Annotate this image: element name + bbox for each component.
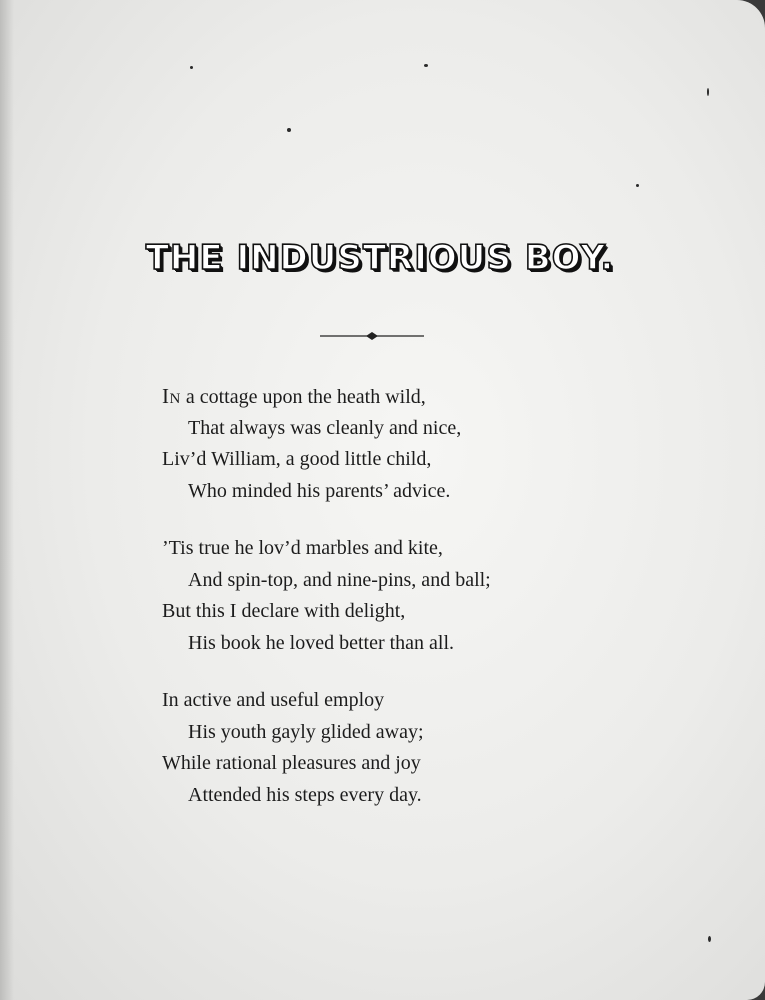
ink-speck <box>287 128 291 132</box>
poem <box>162 381 622 837</box>
poem-line: But this I declare with delight, <box>162 600 406 622</box>
ink-speck <box>190 66 193 69</box>
page-spine-shadow <box>0 0 14 1000</box>
stanza <box>162 533 622 659</box>
poem-line <box>162 381 622 413</box>
divider-ornament <box>320 329 424 343</box>
poem-line: His youth gayly glided away; <box>188 720 424 743</box>
poem-line: His book he loved better than all. <box>188 631 455 654</box>
poem-line: ’Tis true he lov’d marbles and kite, <box>162 537 443 559</box>
poem-line: Who minded his parents’ advice. <box>188 479 451 502</box>
page-title: THE INDUSTRIOUS BOY. <box>145 238 615 278</box>
poem-line: Liv’d William, a good little child, <box>162 448 432 470</box>
poem-line: That always was cleanly and nice, <box>188 416 462 439</box>
poem-line: In active and useful employ <box>162 689 385 711</box>
poem-line: Attended his steps every day. <box>188 783 422 806</box>
poem-line-text: a cottage upon the heath wild, <box>180 386 426 408</box>
poem-line: While rational pleasures and joy <box>162 752 421 774</box>
stanza <box>162 381 622 507</box>
ink-speck <box>707 88 709 96</box>
drop-cap: I <box>162 384 170 408</box>
poem-line: And spin-top, and nine-pins, and ball; <box>188 568 491 591</box>
ink-speck <box>636 184 639 187</box>
ink-speck <box>708 936 711 942</box>
stanza <box>162 685 622 811</box>
ink-speck <box>424 64 428 67</box>
small-cap: N <box>169 391 181 407</box>
